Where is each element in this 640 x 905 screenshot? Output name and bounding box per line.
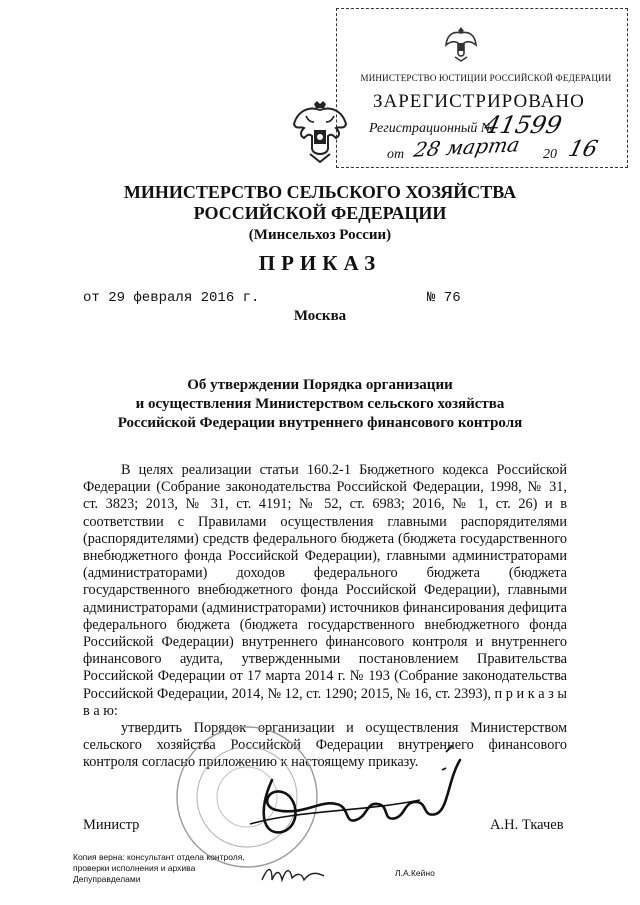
stamp-regnum-label: Регистрационный №: [369, 121, 495, 136]
ministry-line-1: МИНИСТЕРСТВО СЕЛЬСКОГО ХОЗЯЙСТВА: [123, 182, 517, 202]
footnote-line-3: Депуправделами: [73, 874, 141, 884]
ministry-header: [0, 182, 640, 245]
document-type: ПРИКАЗ: [258, 251, 382, 275]
stamp-year-value: 16: [565, 137, 601, 162]
order-city: Москва: [293, 308, 347, 324]
copy-certification: [73, 852, 245, 885]
subject-line-1: Об утверждении Порядка организации: [187, 377, 453, 393]
ministry-short-name: (Минсельхоз России): [248, 227, 392, 243]
eagle-emblem-icon: [443, 23, 479, 63]
subject-line-2: и осуществления Министерством сельского хозяйства: [135, 396, 505, 412]
stamp-year-prefix: 20: [543, 147, 557, 162]
footnote-line-1: Копия верна: консультант отдела контроля,: [73, 852, 245, 862]
stamp-regnum-value: 41599: [482, 111, 565, 139]
order-number: № 76: [427, 290, 461, 306]
footnote-line-2: проверки исполнения и архива: [73, 863, 196, 873]
minister-signature-icon: [210, 740, 470, 850]
stamp-date-label: от: [387, 147, 405, 162]
signature-position: Министр: [83, 817, 140, 833]
body-paragraph-1: В целях реализации статьи 160.2-1 Бюджетного кодекса Российской Федерации (Собрание законодательства Российской Федерации, 1998, № 31, ст. 3823; 2013, № 31, ст. 4191; № 52, ст. 6983; 2016, № 1, ст. 26) и в соответствии с Правилами осуществления главными распорядителями (распорядителями) средств федерального бюджета (бюджета государственного внебюджетного фонда Российской Федерации), главными администраторами (администраторами) доходов федерального бюджета (бюджета государственного внебюджетного фонда Российской Федерации), главными администраторами (администраторами) источников финансирования дефицита федерального бюджета (бюджета государственного внебюджетного фонда Российской Федерации) внутреннего финансового контроля и внутреннего финансового аудита, утвержденными постановлением Правительства Российской Федерации от 17 марта 2014 г. № 193 (Собрание законодательства Российской Федерации, 2014, № 12, ст. 1290; 2015, № 16, ст. 2393), п р и к а з ы в а ю:: [83, 462, 567, 719]
stamp-date-value: 28 марта: [412, 132, 522, 162]
signature-name: А.Н. Ткачев: [490, 817, 564, 833]
certifier-name: Л.А.Кейно: [395, 868, 435, 878]
body-paragraph-2: утвердить Порядок организации и осуществления Министерством сельского хозяйства Российской Федерации внутреннего финансового контроля согласно приложению к настоящему приказу.: [83, 720, 567, 771]
order-subject: [0, 376, 640, 433]
stamp-ministry: МИНИСТЕРСТВО ЮСТИЦИИ РОССИЙСКОЙ ФЕДЕРАЦИИ: [360, 73, 612, 83]
subject-line-3: Российской Федерации внутреннего финансового контроля: [117, 415, 523, 431]
coat-of-arms-icon: [290, 100, 350, 164]
registration-stamp: [336, 8, 628, 168]
certifier-signature-icon: [258, 862, 328, 886]
order-body: [83, 462, 567, 772]
order-date: от 29 февраля 2016 г.: [83, 290, 260, 306]
ministry-line-2: РОССИЙСКОЙ ФЕДЕРАЦИИ: [193, 203, 447, 223]
stamp-registered: ЗАРЕГИСТРИРОВАНО: [373, 91, 585, 112]
